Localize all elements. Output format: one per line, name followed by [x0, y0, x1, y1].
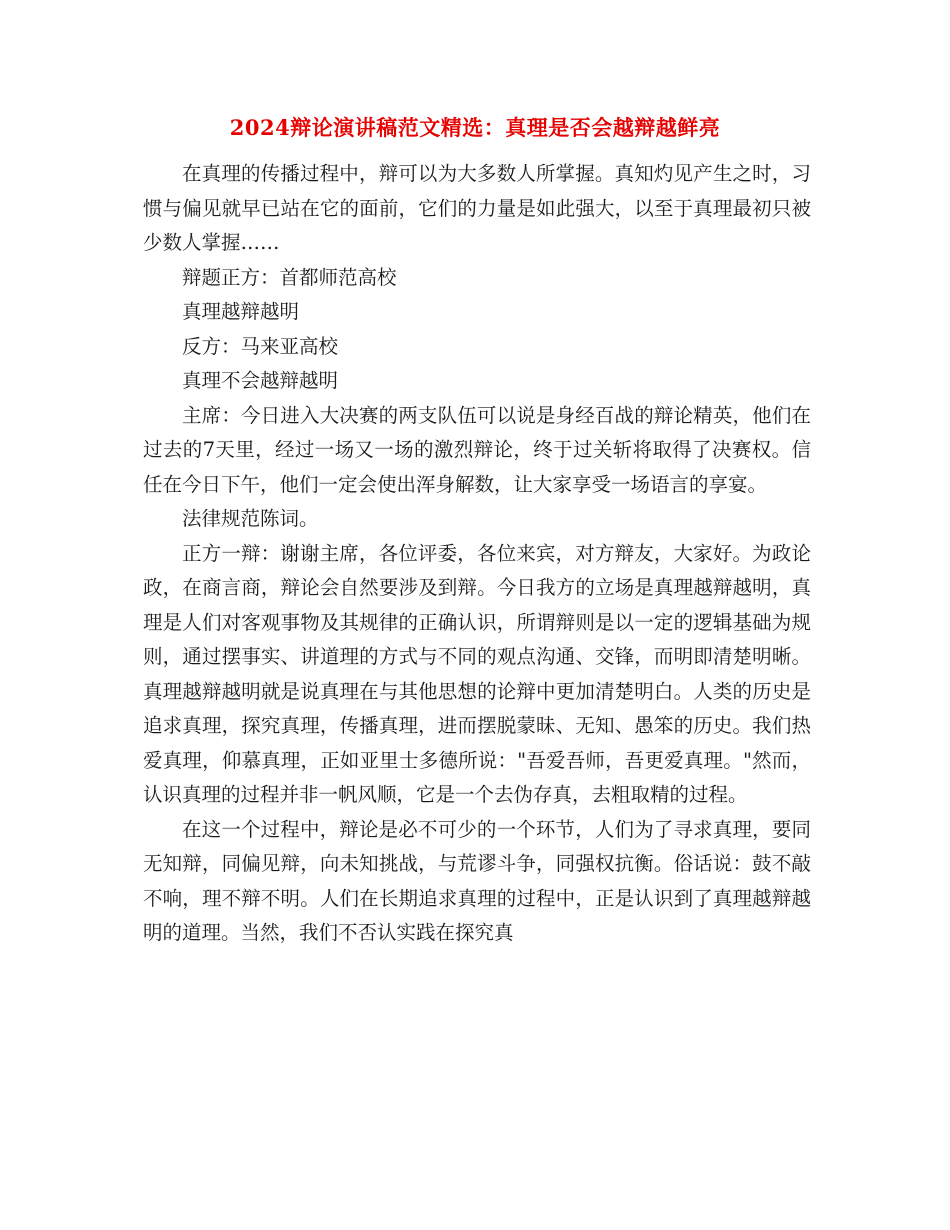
- paragraph-negative-team: 反方：马来亚高校: [182, 334, 339, 358]
- paragraph-intro: 在真理的传播过程中，辩可以为大多数人所掌握。真知灼见产生之时，习惯与偏见就早已站在它的面前，它们的力量是如此强大，以至于真理最初只被少数人掌握……: [143, 162, 811, 254]
- paragraph-negative-position: 真理不会越辩越明: [182, 369, 339, 392]
- paragraph-debate-process: 在这一个过程中，辩论是必不可少的一个环节，人们为了寻求真理，要同无知辩，同偏见辩，向未知挑战，与荒谬斗争，同强权抗衡。俗话说：鼓不敲不响，理不辩不明。人们在长期追求真理的过程中，正是认识到了真理越辩越明的道理。当然，我们不否认实践在探究真: [143, 817, 811, 944]
- paragraph-chair: 主席：今日进入大决赛的两支队伍可以说是身经百战的辩论精英，他们在过去的7天里，经过一场又一场的激烈辩论，终于过关斩将取得了决赛权。信任在今日下午，他们一定会使出浑身解数，让大家享受一场语言的享宴。: [143, 403, 811, 496]
- paragraph-statement-heading: 法律规范陈词。: [182, 507, 319, 530]
- document-title: 2024辩论演讲稿范文精选：真理是否会越辩越鲜亮: [229, 115, 721, 140]
- paragraph-affirmative-position: 真理越辩越明: [182, 300, 300, 323]
- document-body: [143, 157, 811, 951]
- paragraph-affirmative-team: 辩题正方：首都师范高校: [182, 265, 397, 289]
- paragraph-first-speaker: 正方一辩：谢谢主席，各位评委，各位来宾，对方辩友，大家好。为政论政，在商言商，辩论会自然要涉及到辩。今日我方的立场是真理越辩越明，真理是人们对客观事物及其规律的正确认识，所谓辩则是以一定的逻辑基础为规则，通过摆事实、讲道理的方式与不同的观点沟通、交锋，而明即清楚明晰。真理越辩越明就是说真理在与其他思想的论辩中更加清楚明白。人类的历史是追求真理，探究真理，传播真理，进而摆脱蒙昧、无知、愚笨的历史。我们热爱真理，仰慕真理，正如亚里士多德所说："吾爱吾师，吾更爱真理。"然而，认识真理的过程并非一帆风顺，它是一个去伪存真，去粗取精的过程。: [143, 541, 811, 806]
